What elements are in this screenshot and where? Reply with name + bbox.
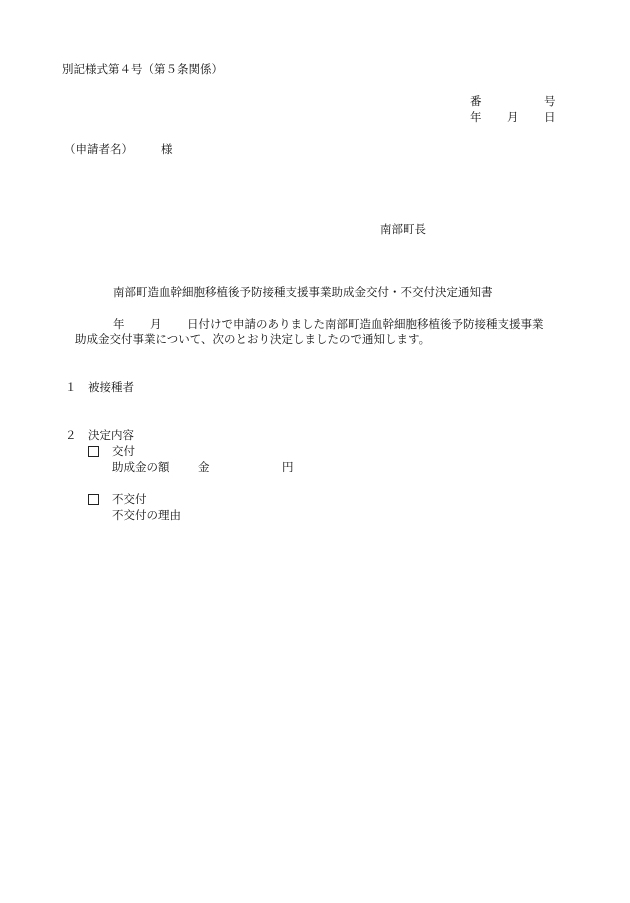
issuer-name: 南部町長 <box>380 222 426 236</box>
document-number-prefix: 番 <box>470 94 482 108</box>
grant-amount-prefix: 金 <box>198 460 210 474</box>
section2-number: ２ <box>65 428 77 442</box>
date-year: 年 <box>470 110 482 124</box>
body-month: 月 <box>150 317 162 331</box>
body-year: 年 <box>113 317 125 331</box>
date-month: 月 <box>507 110 519 124</box>
form-label: 別記様式第４号（第５条関係） <box>62 62 223 76</box>
date-day: 日 <box>544 110 556 124</box>
grant-amount-label: 助成金の額 <box>112 460 170 474</box>
section1-number: １ <box>65 380 77 394</box>
document-number-suffix: 号 <box>544 94 556 108</box>
recipient-honorific: 様 <box>161 142 173 156</box>
recipient-label: （申請者名） <box>64 142 133 156</box>
section2-label: 決定内容 <box>88 428 134 442</box>
nongrant-label: 不交付 <box>112 492 147 506</box>
grant-amount-unit: 円 <box>282 460 294 474</box>
body-text-line2: 助成金交付事業について、次のとおり決定しましたので通知します。 <box>75 332 431 346</box>
body-text-line1: 日付けで申請のありました南部町造血幹細胞移植後予防接種支援事業 <box>187 317 544 331</box>
nongrant-checkbox[interactable] <box>88 494 99 505</box>
grant-label: 交付 <box>112 444 135 458</box>
section1-label: 被接種者 <box>88 380 134 394</box>
nongrant-reason-label: 不交付の理由 <box>112 508 181 522</box>
grant-checkbox[interactable] <box>88 446 99 457</box>
document-title: 南部町造血幹細胞移植後予防接種支援事業助成金交付・不交付決定通知書 <box>113 285 493 299</box>
